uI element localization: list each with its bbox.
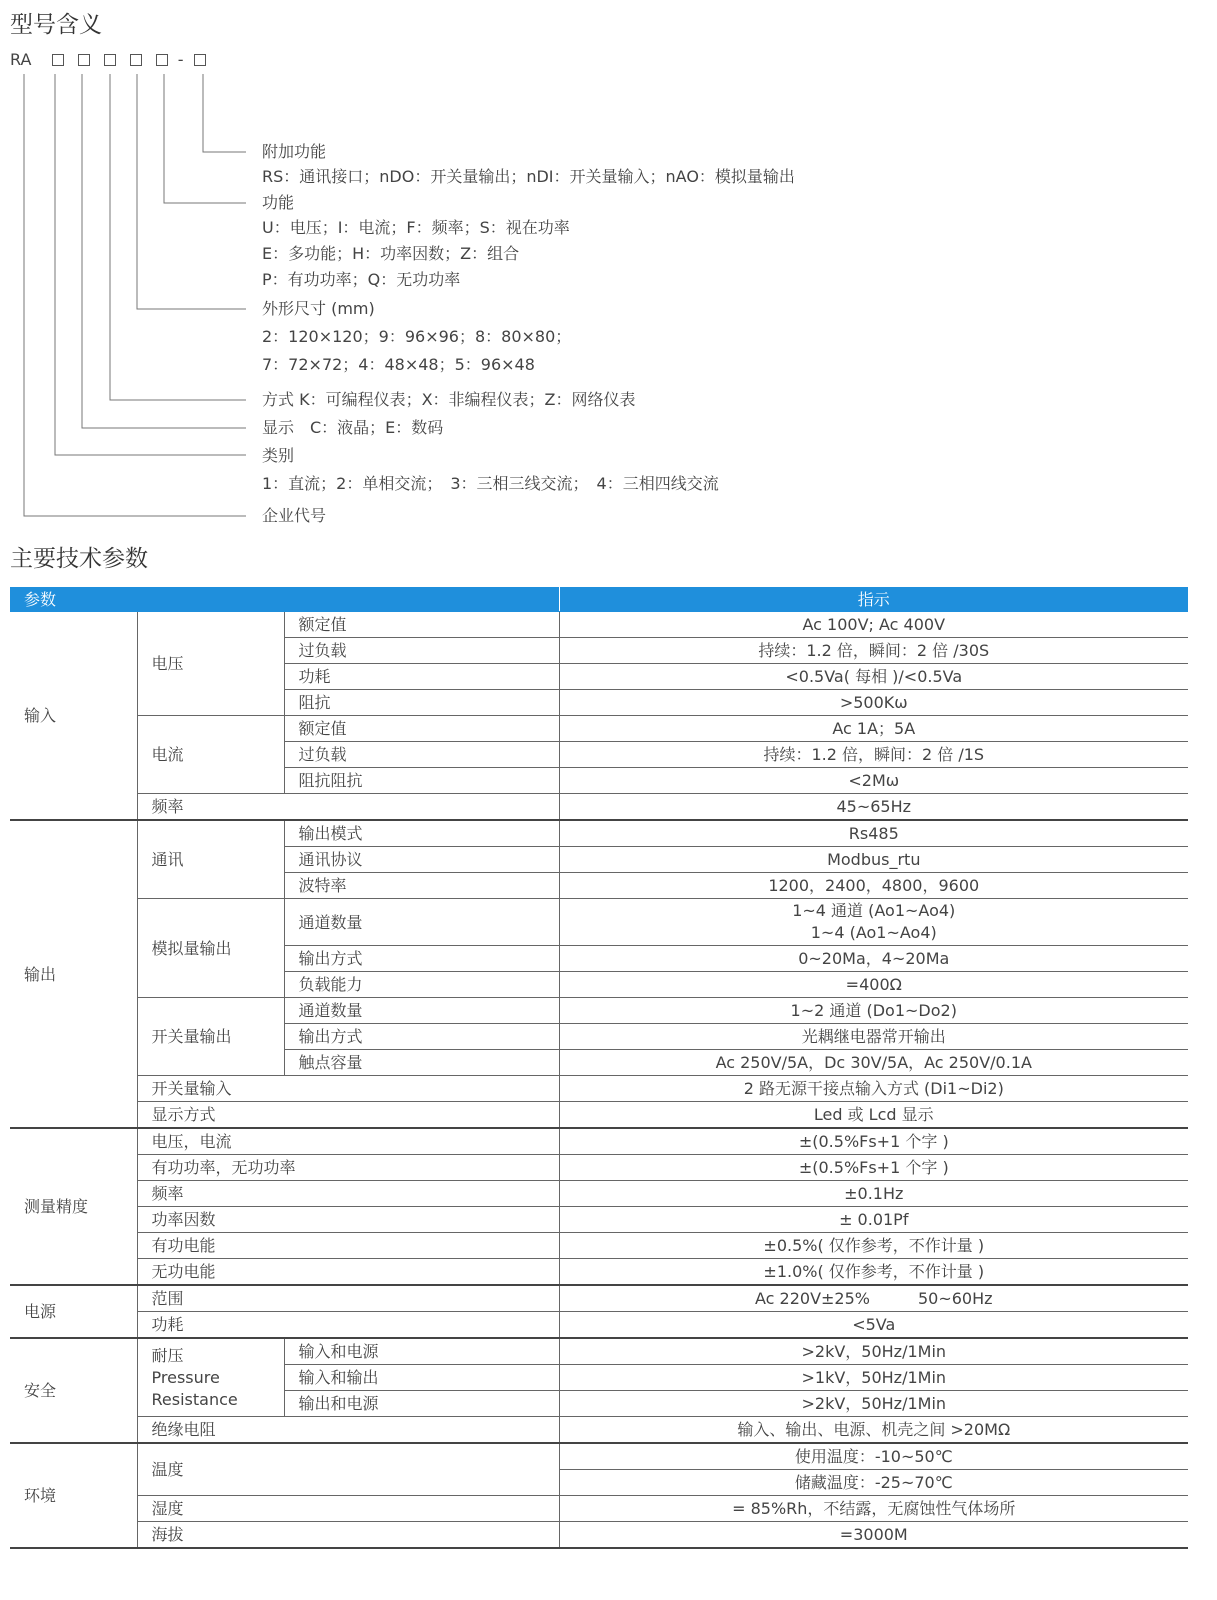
table-row xyxy=(10,1207,1188,1233)
param-value: Modbus_rtu xyxy=(559,847,1188,873)
param-name: 输出方式 xyxy=(284,1024,559,1050)
param-value: Ac 1A；5A xyxy=(559,716,1188,742)
param-name: 额定值 xyxy=(284,612,559,638)
param-name: 输出模式 xyxy=(284,820,559,847)
subcategory-switch-input: 开关量输入 xyxy=(137,1076,559,1102)
subcategory-insulation: 绝缘电阻 xyxy=(137,1417,559,1444)
param-name: 输出方式 xyxy=(284,946,559,972)
subcategory-analog-output: 模拟量输出 xyxy=(137,899,284,998)
param-value: 0~20Ma，4~20Ma xyxy=(559,946,1188,972)
param-value: Ac 220V±25% 50~60Hz xyxy=(559,1285,1188,1312)
desc-dimensions-detail-1: 2：120×120；9：96×96；8：80×80； xyxy=(262,327,572,346)
param-value: = 85%Rh，不结露，无腐蚀性气体场所 xyxy=(559,1496,1188,1522)
param-value: ±1.0%( 仅作参考，不作计量 ) xyxy=(559,1259,1188,1286)
desc-function: 功能 xyxy=(262,193,295,212)
analog-channel-value-2: 1~4 (Ao1~Ao4) xyxy=(810,923,937,942)
spec-table xyxy=(10,587,1188,1549)
desc-function-detail-3: P：有功功率；Q：无功功率 xyxy=(262,270,461,289)
param-name: 输入和电源 xyxy=(284,1338,559,1365)
model-section-title: 型号含义 xyxy=(10,12,102,38)
desc-category: 类别 xyxy=(262,446,295,465)
withstand-label-3: Resistance xyxy=(151,1389,238,1409)
param-value: >500Kω xyxy=(559,690,1188,716)
param-name: 功耗 xyxy=(284,664,559,690)
table-row xyxy=(10,794,1188,821)
param-value: <2Mω xyxy=(559,768,1188,794)
desc-dimensions: 外形尺寸 (mm) xyxy=(262,299,375,318)
param-name: 过负载 xyxy=(284,638,559,664)
param-value: 1~2 通道 (Do1~Do2) xyxy=(559,998,1188,1024)
category-input: 输入 xyxy=(10,612,137,821)
param-value: 1200，2400，4800，9600 xyxy=(559,873,1188,899)
param-value: Rs485 xyxy=(559,820,1188,847)
param-name: 波特率 xyxy=(284,873,559,899)
param-name: 阻抗阻抗 xyxy=(284,768,559,794)
withstand-label-2: Pressure xyxy=(151,1367,220,1387)
param-value: ± 0.01Pf xyxy=(559,1207,1188,1233)
param-value: ±(0.5%Fs+1 个字 ) xyxy=(559,1155,1188,1181)
subcategory-withstand-voltage xyxy=(137,1338,284,1417)
code-dash: - xyxy=(177,50,184,69)
param-name: 输入和输出 xyxy=(284,1365,559,1391)
table-row xyxy=(10,998,1188,1024)
desc-function-detail-1: U：电压；I：电流；F：频率；S：视在功率 xyxy=(262,218,570,237)
desc-dimensions-detail-2: 7：72×72；4：48×48；5：96×48 xyxy=(262,355,535,374)
subcategory-temperature: 温度 xyxy=(137,1443,559,1496)
param-name: 触点容量 xyxy=(284,1050,559,1076)
category-output: 输出 xyxy=(10,820,137,1128)
table-row xyxy=(10,1417,1188,1444)
table-row xyxy=(10,1338,1188,1365)
table-row xyxy=(10,1522,1188,1549)
param-value: ±0.1Hz xyxy=(559,1181,1188,1207)
subcategory-voltage: 电压 xyxy=(137,612,284,716)
table-row xyxy=(10,820,1188,847)
table-row xyxy=(10,1102,1188,1129)
subcategory-humidity: 湿度 xyxy=(137,1496,559,1522)
param-value: <0.5Va( 每相 )/<0.5Va xyxy=(559,664,1188,690)
code-prefix: RA xyxy=(10,50,32,69)
category-environment: 环境 xyxy=(10,1443,137,1548)
subcategory-switch-output: 开关量输出 xyxy=(137,998,284,1076)
table-row xyxy=(10,1259,1188,1286)
table-row xyxy=(10,1312,1188,1339)
withstand-label-1: 耐压 xyxy=(151,1345,184,1365)
spec-section-title: 主要技术参数 xyxy=(10,546,148,572)
param-name: 过负载 xyxy=(284,742,559,768)
code-bracket-lines xyxy=(0,0,1217,540)
param-name: 无功电能 xyxy=(137,1259,559,1286)
header-value: 指示 xyxy=(559,587,1188,612)
table-row xyxy=(10,1285,1188,1312)
table-row xyxy=(10,716,1188,742)
desc-additional-function-detail: RS：通讯接口；nDO：开关量输出；nDI：开关量输入；nAO：模拟量输出 xyxy=(262,167,795,186)
param-name: 通道数量 xyxy=(284,998,559,1024)
category-power: 电源 xyxy=(10,1285,137,1338)
param-name: 通讯协议 xyxy=(284,847,559,873)
param-value: 2 路无源干接点输入方式 (Di1~Di2) xyxy=(559,1076,1188,1102)
param-name: 功耗 xyxy=(137,1312,559,1339)
param-value: 持续：1.2 倍，瞬间：2 倍 /30S xyxy=(559,638,1188,664)
desc-company-code: 企业代号 xyxy=(262,506,327,525)
param-value: ±0.5%( 仅作参考，不作计量 ) xyxy=(559,1233,1188,1259)
desc-category-detail: 1：直流；2：单相交流； 3：三相三线交流； 4：三相四线交流 xyxy=(262,474,719,493)
param-value: Led 或 Lcd 显示 xyxy=(559,1102,1188,1129)
param-value: 输入、输出、电源、机壳之间 >20MΩ xyxy=(559,1417,1188,1444)
param-name: 通道数量 xyxy=(284,899,559,946)
subcategory-current: 电流 xyxy=(137,716,284,794)
param-value: Ac 100V; Ac 400V xyxy=(559,612,1188,638)
param-value: <5Va xyxy=(559,1312,1188,1339)
param-name: 功率因数 xyxy=(137,1207,559,1233)
param-name: 阻抗 xyxy=(284,690,559,716)
param-value: ±(0.5%Fs+1 个字 ) xyxy=(559,1128,1188,1155)
category-safety: 安全 xyxy=(10,1338,137,1443)
table-row xyxy=(10,1076,1188,1102)
param-value: 储藏温度：-25~70℃ xyxy=(559,1470,1188,1496)
subcategory-display-mode: 显示方式 xyxy=(137,1102,559,1129)
table-row xyxy=(10,899,1188,946)
desc-function-detail-2: E：多功能；H：功率因数；Z：组合 xyxy=(262,244,520,263)
param-name: 负载能力 xyxy=(284,972,559,998)
param-value: 45~65Hz xyxy=(559,794,1188,821)
param-value: =3000M xyxy=(559,1522,1188,1549)
param-value: 持续：1.2 倍，瞬间：2 倍 /1S xyxy=(559,742,1188,768)
param-value: >1kV，50Hz/1Min xyxy=(559,1365,1188,1391)
table-row xyxy=(10,1128,1188,1155)
param-value xyxy=(559,899,1188,946)
param-value: >2kV，50Hz/1Min xyxy=(559,1391,1188,1417)
param-name: 有功电能 xyxy=(137,1233,559,1259)
param-name: 频率 xyxy=(137,1181,559,1207)
param-name: 额定值 xyxy=(284,716,559,742)
table-row xyxy=(10,1181,1188,1207)
desc-display: 显示 C：液晶；E：数码 xyxy=(262,418,444,437)
spec-header-row xyxy=(10,587,1188,612)
subcategory-altitude: 海拔 xyxy=(137,1522,559,1549)
subcategory-comm: 通讯 xyxy=(137,820,284,899)
param-value: =400Ω xyxy=(559,972,1188,998)
subcategory-frequency: 频率 xyxy=(137,794,559,821)
analog-channel-value-1: 1~4 通道 (Ao1~Ao4) xyxy=(792,901,956,920)
table-row xyxy=(10,1496,1188,1522)
param-value: Ac 250V/5A，Dc 30V/5A，Ac 250V/0.1A xyxy=(559,1050,1188,1076)
param-name: 输出和电源 xyxy=(284,1391,559,1417)
param-name: 电压，电流 xyxy=(137,1128,559,1155)
desc-mode: 方式 K：可编程仪表；X：非编程仪表；Z：网络仪表 xyxy=(262,390,636,409)
table-row xyxy=(10,612,1188,638)
param-value: >2kV，50Hz/1Min xyxy=(559,1338,1188,1365)
param-value: 使用温度：-10~50℃ xyxy=(559,1443,1188,1470)
table-row xyxy=(10,1155,1188,1181)
table-row xyxy=(10,1443,1188,1470)
param-name: 范围 xyxy=(137,1285,559,1312)
param-name: 有功功率，无功功率 xyxy=(137,1155,559,1181)
category-accuracy: 测量精度 xyxy=(10,1128,137,1285)
table-row xyxy=(10,1233,1188,1259)
header-param: 参数 xyxy=(10,587,559,612)
param-value: 光耦继电器常开输出 xyxy=(559,1024,1188,1050)
desc-additional-function: 附加功能 xyxy=(262,142,327,161)
